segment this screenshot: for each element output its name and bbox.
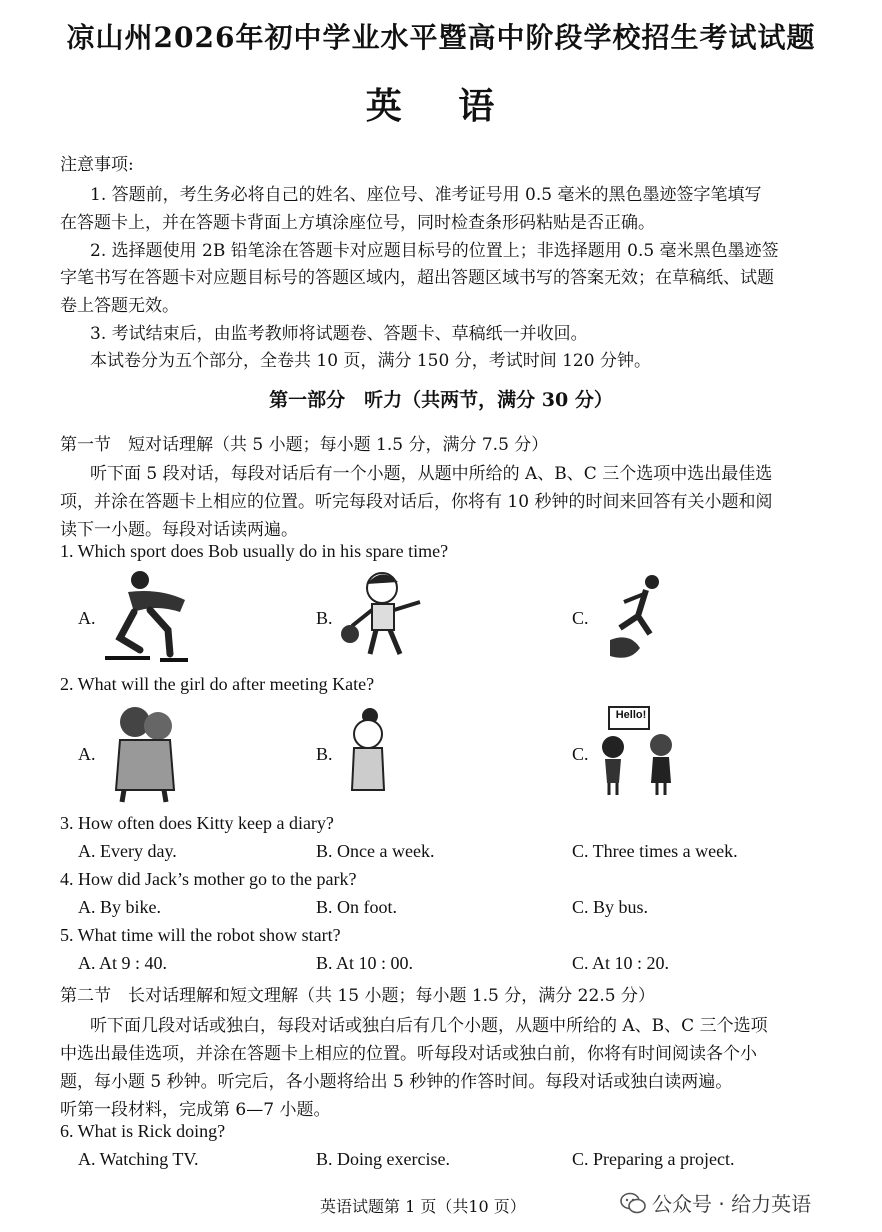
option-text: B. On foot. (316, 897, 397, 917)
option-text: B. Doing exercise. (316, 1149, 450, 1169)
notice-line: 3. 考试结束后，由监考教师将试题卷、答题卡、草稿纸一并收回。 (90, 324, 588, 344)
question-stem: 6. What is Rick doing? (60, 1121, 226, 1141)
page-number: 英语试题第 1 页（共10 页） (320, 1197, 526, 1216)
soccer-player-illustration (600, 572, 670, 664)
instruction-line: 项，并涂在答题卡上相应的位置。听完每段对话后，你将有 10 秒钟的时间来回答有关小题和阅 (60, 492, 773, 512)
section-heading: 第二节 长对话理解和短文理解（共 15 小题；每小题 1.5 分，满分 22.5 分） (60, 986, 655, 1006)
notice-line: 字笔书写在答题卡对应题目标号的答题区域内，超出答题区域书写的答案无效；在草稿纸、试题 (60, 268, 774, 288)
watermark (620, 1188, 811, 1217)
question-stem: 2. What will the girl do after meeting Kate? (60, 674, 375, 694)
exam-title: 凉山州2026年初中学业水平暨高中阶段学校招生考试试题 (66, 21, 816, 54)
hugging-girls-illustration (100, 700, 190, 805)
instruction-line: 中选出最佳选项，并涂在答题卡上相应的位置。听每段对话或独白前，你将有时间阅读各个小 (60, 1044, 757, 1064)
option-text: A. At 9 : 40. (78, 953, 168, 973)
wechat-icon (620, 1192, 646, 1214)
option-label: A. (78, 608, 96, 628)
notice-line: 2. 选择题使用 2B 铅笔涂在答题卡对应题目标号的位置上；非选择题用 0.5 毫米黑色墨迹签 (90, 241, 779, 261)
question-stem: 4. How did Jack’s mother go to the park? (60, 869, 357, 889)
option-text: A. Every day. (78, 841, 177, 861)
instruction-line: 听下面几段对话或独白，每段对话或独白后有几个小题，从题中所给的 A、B、C 三个选项 (90, 1016, 768, 1036)
speech-bubble-text: Hello! (615, 709, 647, 721)
option-label: B. (316, 744, 333, 764)
option-text: B. At 10 : 00. (316, 953, 414, 973)
notice-heading: 注意事项: (60, 155, 134, 175)
instruction-line: 题，每小题 5 秒钟。听完后，各小题将给出 5 秒钟的作答时间。每段对话或独白读两遍。 (60, 1072, 733, 1092)
option-text: C. At 10 : 20. (572, 953, 670, 973)
subject-title: 英 语 (365, 85, 517, 127)
watermark-text: 公众号 · 给力英语 (652, 1192, 812, 1216)
notice-line: 本试卷分为五个部分，全卷共 10 页，满分 150 分，考试时间 120 分钟。 (90, 351, 651, 371)
notice-line: 1. 答题前，考生务必将自己的姓名、座位号、准考证号用 0.5 毫米的黑色墨迹签字笔填写 (90, 185, 762, 205)
option-text: B. Once a week. (316, 841, 435, 861)
option-text: A. By bike. (78, 897, 161, 917)
option-label: A. (78, 744, 96, 764)
skater-illustration (100, 568, 200, 664)
question-stem: 1. Which sport does Bob usually do in his spare time? (60, 541, 449, 561)
option-text: C. Preparing a project. (572, 1149, 735, 1169)
instruction-line: 读下一小题。每段对话读两遍。 (60, 520, 298, 540)
question-stem: 3. How often does Kitty keep a diary? (60, 813, 334, 833)
material-instruction: 听第一段材料，完成第 6—7 小题。 (60, 1100, 331, 1120)
bowing-girl-illustration (338, 704, 398, 800)
instruction-line: 听下面 5 段对话，每段对话后有一个小题，从题中所给的 A、B、C 三个选项中选出最佳选 (90, 464, 773, 484)
option-text: C. By bus. (572, 897, 649, 917)
part-heading: 第一部分 听力（共两节，满分 30 分） (269, 389, 613, 411)
option-label: C. (572, 608, 589, 628)
option-label: C. (572, 744, 589, 764)
option-text: A. Watching TV. (78, 1149, 199, 1169)
notice-line: 在答题卡上，并在答题卡背面上方填涂座位号，同时检查条形码粘贴是否正确。 (60, 213, 655, 233)
basketball-boy-illustration (338, 568, 433, 662)
notice-line: 卷上答题无效。 (60, 296, 179, 316)
question-stem: 5. What time will the robot show start? (60, 925, 341, 945)
option-text: C. Three times a week. (572, 841, 738, 861)
section-heading: 第一节 短对话理解（共 5 小题；每小题 1.5 分，满分 7.5 分） (60, 435, 549, 455)
option-label: B. (316, 608, 333, 628)
